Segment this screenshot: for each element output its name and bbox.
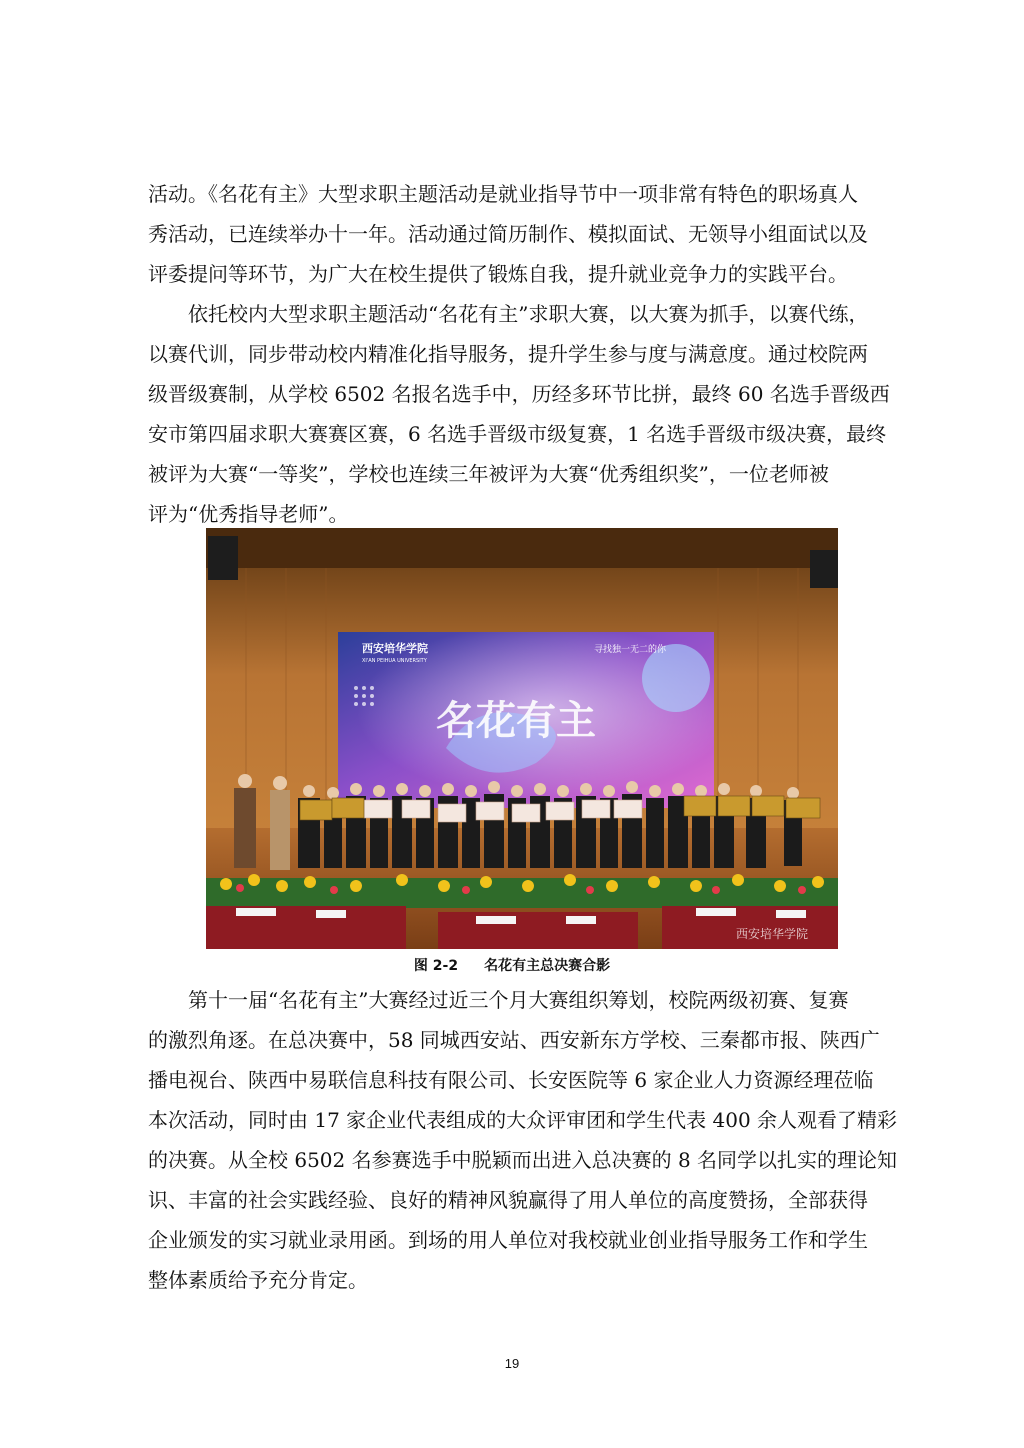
text-line: 整体素质给予充分肯定。 [148,1268,368,1292]
text-line: 的激烈角逐。在总决赛中，58 同城西安站、西安新东方学校、三秦都市报、陕西广 [148,1028,880,1052]
text-line: 安市第四届求职大赛赛区赛，6 名选手晋级市级复赛，1 名选手晋级市级决赛，最终 [148,422,887,446]
photo-illustration [206,528,838,949]
text-line: 评为“优秀指导老师”。 [148,502,349,526]
text-line: 第十一届“名花有主”大赛经过近三个月大赛组织筹划，校院两级初赛、复赛 [188,988,849,1012]
text-line: 级晋级赛制，从学校 6502 名报名选手中，历经多环节比拼，最终 60 名选手晋级西 [148,382,890,406]
text-line: 的决赛。从全校 6502 名参赛选手中脱颖而出进入总决赛的 8 名同学以扎实的理论知 [148,1148,898,1172]
flower-border [206,874,838,908]
caption-number: 图 2-2 [413,958,459,974]
screen-title: 名花有主 [436,698,596,744]
text-line: 活动。《名花有主》大型求职主题活动是就业指导节中一项非常有特色的职场真人 [148,182,858,206]
caption-text: 名花有主总决赛合影 [484,958,611,974]
text-line: 本次活动，同时由 17 家企业代表组成的大众评审团和学生代表 400 余人观看了精彩 [148,1108,898,1132]
screen-logo-sub: XI'AN PEIHUA UNIVERSITY [362,658,427,664]
paragraph-1 [148,174,892,294]
text-line: 企业颁发的实习就业录用函。到场的用人单位对我校就业创业指导服务工作和学生 [148,1228,868,1252]
text-line: 以赛代训，同步带动校内精准化指导服务，提升学生参与度与满意度。通过校院两 [148,342,868,366]
paragraph-3 [148,980,898,1300]
text-line: 秀活动，已连续举办十一年。活动通过简历制作、模拟面试、无领导小组面试以及 [148,222,868,246]
text-line: 被评为大赛“一等奖”，学校也连续三年被评为大赛“优秀组织奖”，一位老师被 [148,462,829,486]
text-line: 评委提问等环节，为广大在校生提供了锻炼自我，提升就业竞争力的实践平台。 [148,262,848,286]
screen-tagline: 寻找独一无二的你 [594,645,667,655]
page-number: 19 [504,1356,520,1371]
text-line: 依托校内大型求职主题活动“名花有主”求职大赛，以大赛为抓手，以赛代练， [188,302,869,326]
text-line: 播电视台、陕西中易联信息科技有限公司、长安医院等 6 家企业人力资源经理莅临 [148,1068,874,1092]
photo-watermark: 西安培华学院 [736,927,809,941]
text-line: 识、丰富的社会实践经验、良好的精神风貌赢得了用人单位的高度赞扬，全部获得 [148,1188,868,1212]
figure-caption [0,956,1024,976]
paragraph-2 [148,294,892,534]
screen-logo: 西安培华学院 [362,642,428,655]
group-photo [206,528,838,949]
